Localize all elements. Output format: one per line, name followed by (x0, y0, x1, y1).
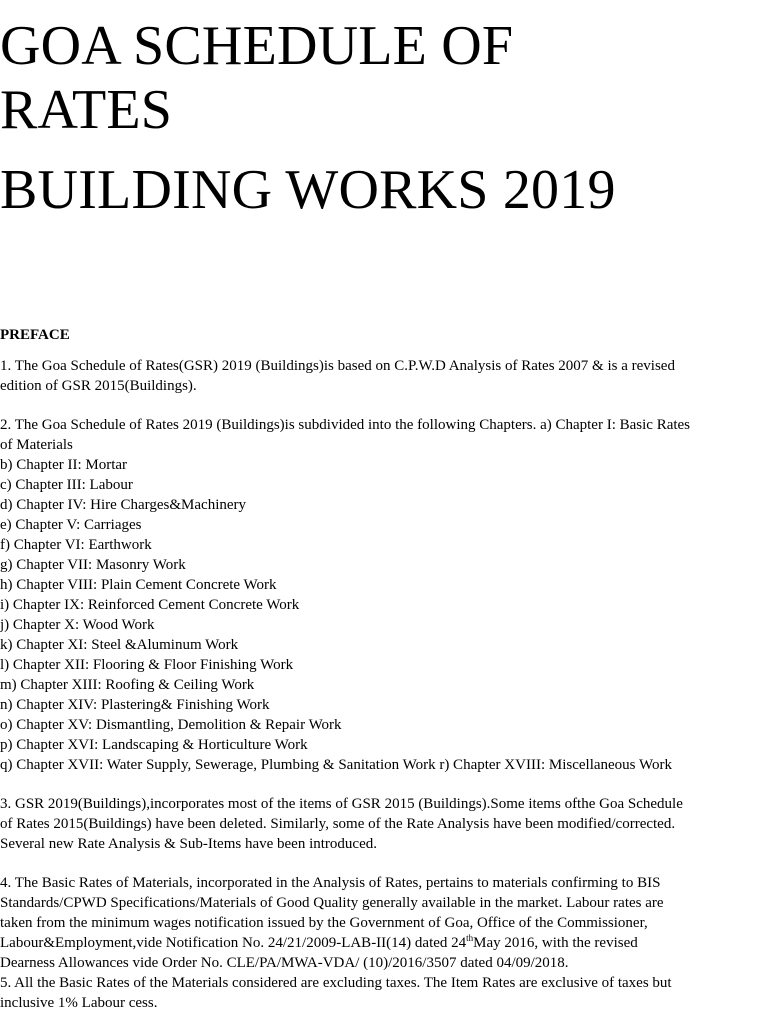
chapter-item: e) Chapter V: Carriages (0, 517, 142, 533)
paragraph-3-line: 3. GSR 2019(Buildings),incorporates most of the items of GSR 2015 (Buildings).Some items ofthe Goa Schedule (0, 796, 683, 812)
chapter-item: h) Chapter VIII: Plain Cement Concrete Work (0, 577, 277, 593)
paragraph-2-line: 2. The Goa Schedule of Rates 2019 (Buildings)is subdivided into the following Chapters. a) Chapter I: Basic Rates (0, 417, 691, 433)
chapter-item: m) Chapter XIII: Roofing & Ceiling Work (0, 677, 255, 693)
chapter-item: c) Chapter III: Labour (0, 477, 133, 493)
title-line-1: GOA SCHEDULE OF (0, 15, 514, 77)
chapter-item: b) Chapter II: Mortar (0, 457, 128, 473)
paragraph-4 (0, 873, 740, 973)
chapter-item: k) Chapter XI: Steel &Aluminum Work (0, 637, 239, 653)
paragraph-5-line: 5. All the Basic Rates of the Materials considered are excluding taxes. The Item Rates are exclusive of taxes but (0, 975, 672, 991)
preface-heading: PREFACE (0, 327, 70, 343)
paragraph-4-line: taken from the minimum wages notification issued by the Government of Goa, Office of the Commissioner, (0, 915, 648, 931)
chapter-item: d) Chapter IV: Hire Charges&Machinery (0, 497, 247, 513)
paragraph-1-line: edition of GSR 2015(Buildings). (0, 378, 197, 394)
chapter-item: l) Chapter XII: Flooring & Floor Finishing Work (0, 657, 294, 673)
paragraph-3-line: Several new Rate Analysis & Sub-Items have been introduced. (0, 836, 377, 852)
chapter-item: j) Chapter X: Wood Work (0, 617, 155, 633)
chapter-item: g) Chapter VII: Masonry Work (0, 557, 186, 573)
title-line-2: RATES (0, 79, 173, 141)
chapter-list (0, 455, 740, 775)
chapter-item: n) Chapter XIV: Plastering& Finishing Work (0, 697, 270, 713)
chapter-item: q) Chapter XVII: Water Supply, Sewerage, Plumbing & Sanitation Work r) Chapter XVIII: Miscellaneous Work (0, 757, 672, 773)
chapter-item: o) Chapter XV: Dismantling, Demolition & Repair Work (0, 717, 342, 733)
chapter-item: f) Chapter VI: Earthwork (0, 537, 152, 553)
paragraph-4-text: May 2016, with the revised (473, 935, 638, 951)
paragraph-5-line: inclusive 1% Labour cess. (0, 995, 158, 1011)
paragraph-5 (0, 973, 740, 1013)
paragraph-3 (0, 794, 740, 854)
paragraph-3-line: of Rates 2015(Buildings) have been deleted. Similarly, some of the Rate Analysis have been modified/corrected. (0, 816, 676, 832)
ordinal-suffix: th (466, 933, 474, 943)
paragraph-2-line: of Materials (0, 437, 73, 453)
paragraph-4-line: Dearness Allowances vide Order No. CLE/PA/MWA-VDA/ (10)/2016/3507 dated 04/09/2018. (0, 955, 569, 971)
paragraph-4-text: Labour&Employment,vide Notification No. 24/21/2009-LAB-II(14) dated 24 (0, 935, 467, 951)
title-line-3: BUILDING WORKS 2019 (0, 159, 616, 221)
paragraph-4-line: Standards/CPWD Specifications/Materials of Good Quality generally available in the market. Labour rates are (0, 895, 664, 911)
chapter-item: p) Chapter XVI: Landscaping & Horticulture Work (0, 737, 308, 753)
paragraph-1 (0, 356, 740, 396)
chapter-item: i) Chapter IX: Reinforced Cement Concrete Work (0, 597, 300, 613)
document-body (0, 325, 740, 1013)
paragraph-4-line: 4. The Basic Rates of Materials, incorporated in the Analysis of Rates, pertains to materials confirming to BIS (0, 875, 661, 891)
paragraph-1-line: 1. The Goa Schedule of Rates(GSR) 2019 (Buildings)is based on C.P.W.D Analysis of Rates 2007 & is a revised (0, 358, 675, 374)
paragraph-4-line-date (0, 933, 740, 953)
document-title (0, 14, 760, 222)
paragraph-2 (0, 415, 740, 775)
